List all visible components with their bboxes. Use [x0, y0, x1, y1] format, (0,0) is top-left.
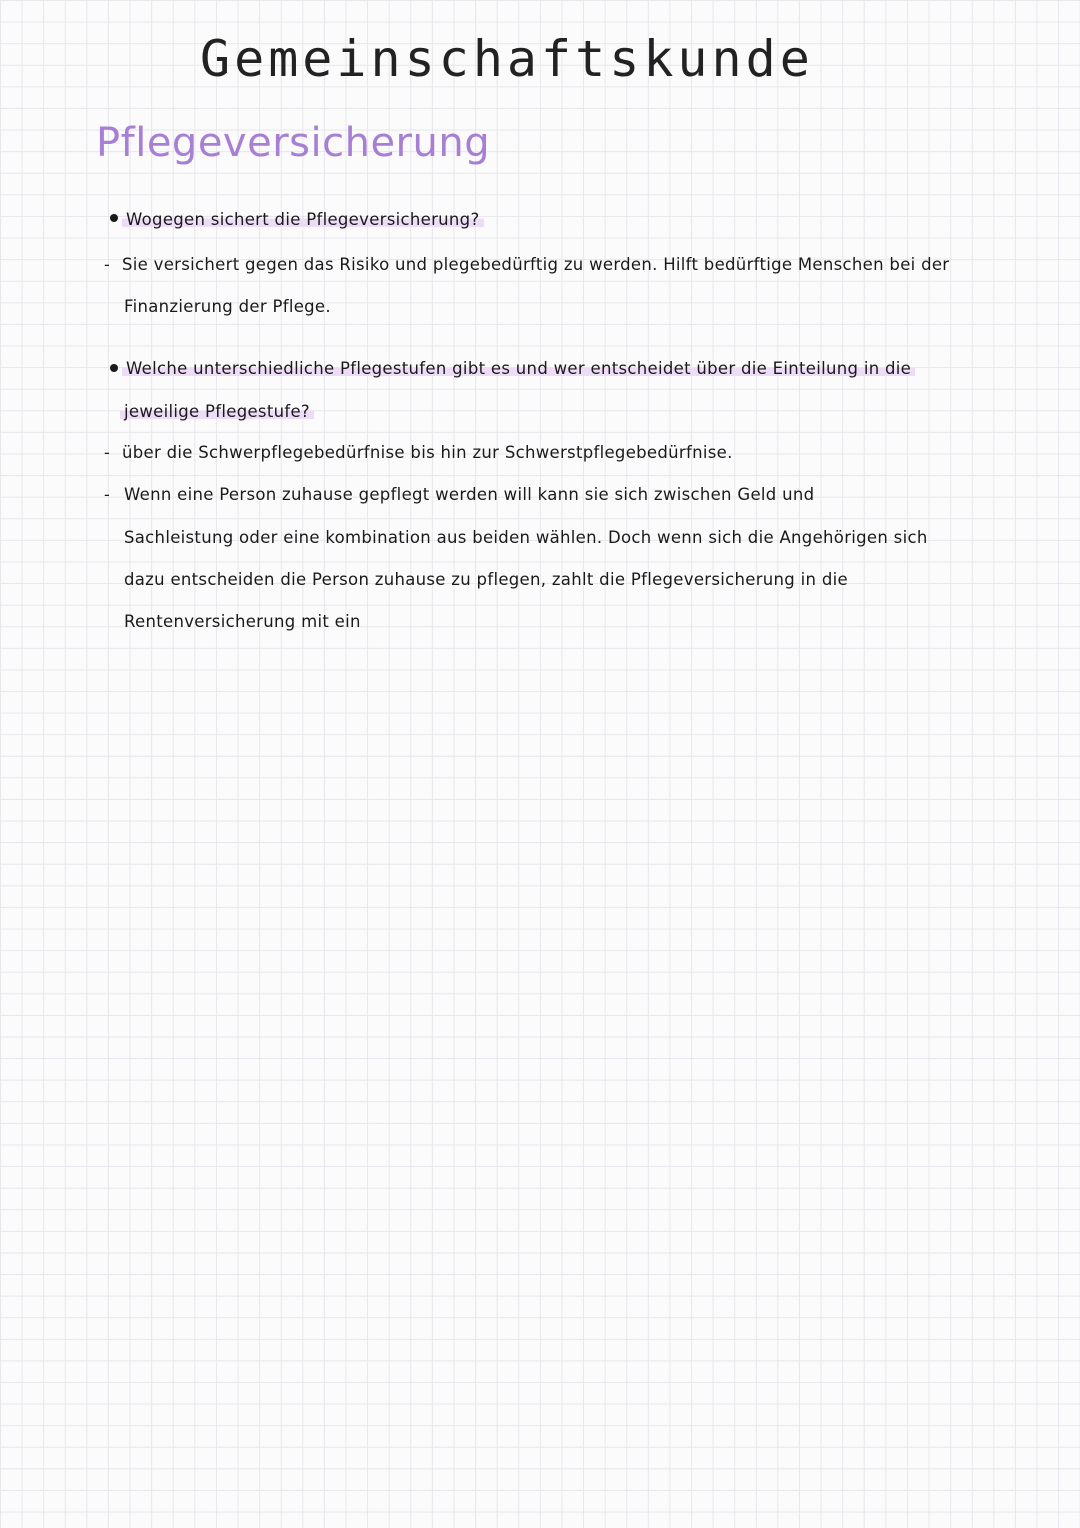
answer-3-line-4: Rentenversicherung mit ein: [124, 612, 361, 631]
question-1: [122, 210, 484, 229]
subject-title: Gemeinschaftskunde: [200, 30, 814, 88]
question-2-line-2: [120, 402, 314, 421]
answer-1-line-1: Sie versichert gegen das Risiko und plegebedürftig zu werden. Hilft bedürftige Menschen bei der: [122, 255, 950, 274]
question-2-highlight-2: jeweilige Pflegestufe?: [120, 402, 314, 421]
topic-title: Pflegeversicherung: [96, 120, 491, 166]
answer-2-line-1: über die Schwerpflegebedürfnise bis hin zur Schwerstpflegebedürfnise.: [122, 443, 733, 462]
bullet-dot: [110, 364, 118, 372]
question-1-highlight: Wogegen sichert die Pflegeversicherung?: [122, 210, 484, 229]
bullet-dot: [110, 214, 118, 222]
answer-3-line-1: Wenn eine Person zuhause gepflegt werden will kann sie sich zwischen Geld und: [124, 485, 815, 504]
answer-3-line-2: Sachleistung oder eine kombination aus beiden wählen. Doch wenn sich die Angehörigen sich: [124, 528, 928, 547]
answer-1-line-2: Finanzierung der Pflege.: [124, 297, 331, 316]
dash-marker: -: [104, 485, 110, 504]
answer-3-line-3: dazu entscheiden die Person zuhause zu pflegen, zahlt die Pflegeversicherung in die: [124, 570, 848, 589]
dash-marker: -: [104, 443, 110, 462]
question-2-highlight-1: Welche unterschiedliche Pflegestufen gibt es und wer entscheidet über die Einteilung in die: [122, 359, 915, 378]
question-2-line-1: [122, 359, 915, 378]
dash-marker: -: [104, 255, 110, 274]
